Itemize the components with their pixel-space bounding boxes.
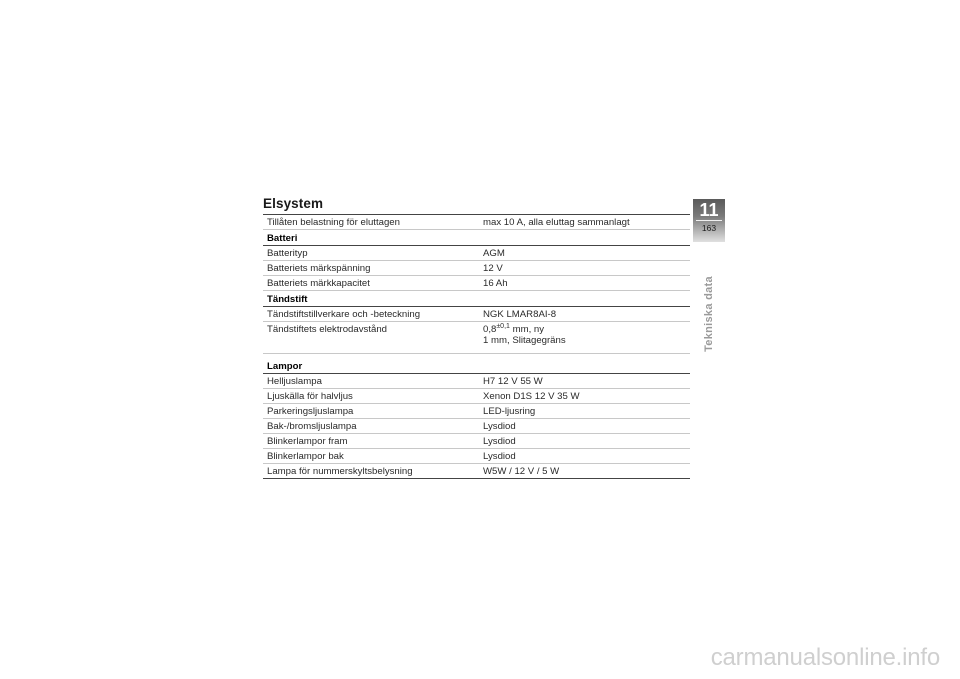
spec-label: Tillåten belastning för eluttagen	[263, 215, 479, 230]
spec-label: Batterityp	[263, 246, 479, 261]
spec-label: Ljuskälla för halvljus	[263, 389, 479, 404]
value-line	[483, 324, 686, 335]
spec-value: max 10 A, alla eluttag sammanlagt	[479, 215, 690, 230]
table-row	[263, 389, 690, 404]
spec-value: Lysdiod	[479, 434, 690, 449]
value-line-2: 1 mm, Slitagegräns	[483, 335, 566, 346]
table-row	[263, 404, 690, 419]
chapter-side-title: Tekniska data	[703, 276, 715, 352]
spec-label: Parkeringsljuslampa	[263, 404, 479, 419]
spec-label: Blinkerlampor bak	[263, 449, 479, 464]
section-row-tandstift	[263, 291, 690, 307]
section-heading: Elsystem	[263, 196, 324, 211]
section-title: Batteri	[263, 230, 690, 246]
section-row-batteri	[263, 230, 690, 246]
spec-value: NGK LMAR8AI-8	[479, 307, 690, 322]
table-row	[263, 464, 690, 479]
table-row	[263, 261, 690, 276]
chapter-tab	[693, 199, 725, 242]
table-row	[263, 246, 690, 261]
table-row	[263, 434, 690, 449]
spec-label: Blinkerlampor fram	[263, 434, 479, 449]
spec-value: Lysdiod	[479, 449, 690, 464]
table-row	[263, 276, 690, 291]
spec-label: Batteriets märkspänning	[263, 261, 479, 276]
value-tolerance: ±0,1	[496, 323, 510, 330]
spec-value	[479, 322, 690, 354]
spec-label: Lampa för nummerskyltsbelysning	[263, 464, 479, 479]
spec-value: Xenon D1S 12 V 35 W	[479, 389, 690, 404]
table-row	[263, 307, 690, 322]
value-unit: mm, ny	[509, 324, 545, 335]
table-row	[263, 449, 690, 464]
spec-table	[263, 214, 690, 479]
spec-label: Tändstiftets elektrodavstånd	[263, 322, 479, 354]
value-base: 0,8	[483, 324, 497, 335]
table-row	[263, 215, 690, 230]
spec-label: Bak-/bromsljuslampa	[263, 419, 479, 434]
table-row	[263, 419, 690, 434]
spec-value: W5W / 12 V / 5 W	[479, 464, 690, 479]
spec-value: 12 V	[479, 261, 690, 276]
spec-value: Lysdiod	[479, 419, 690, 434]
spec-value: H7 12 V 55 W	[479, 374, 690, 389]
watermark: carmanualsonline.info	[710, 644, 940, 671]
table-row	[263, 374, 690, 389]
section-title: Lampor	[263, 354, 690, 374]
spec-value: AGM	[479, 246, 690, 261]
spec-label: Tändstiftstillverkare och -beteckning	[263, 307, 479, 322]
chapter-number: 11	[699, 200, 719, 220]
section-row-lampor	[263, 354, 690, 374]
spec-label: Batteriets märkkapacitet	[263, 276, 479, 291]
spec-value: LED-ljusring	[479, 404, 690, 419]
spec-value: 16 Ah	[479, 276, 690, 291]
page-number: 163	[701, 223, 717, 233]
section-title: Tändstift	[263, 291, 690, 307]
table-row	[263, 322, 690, 354]
spec-label: Helljuslampa	[263, 374, 479, 389]
